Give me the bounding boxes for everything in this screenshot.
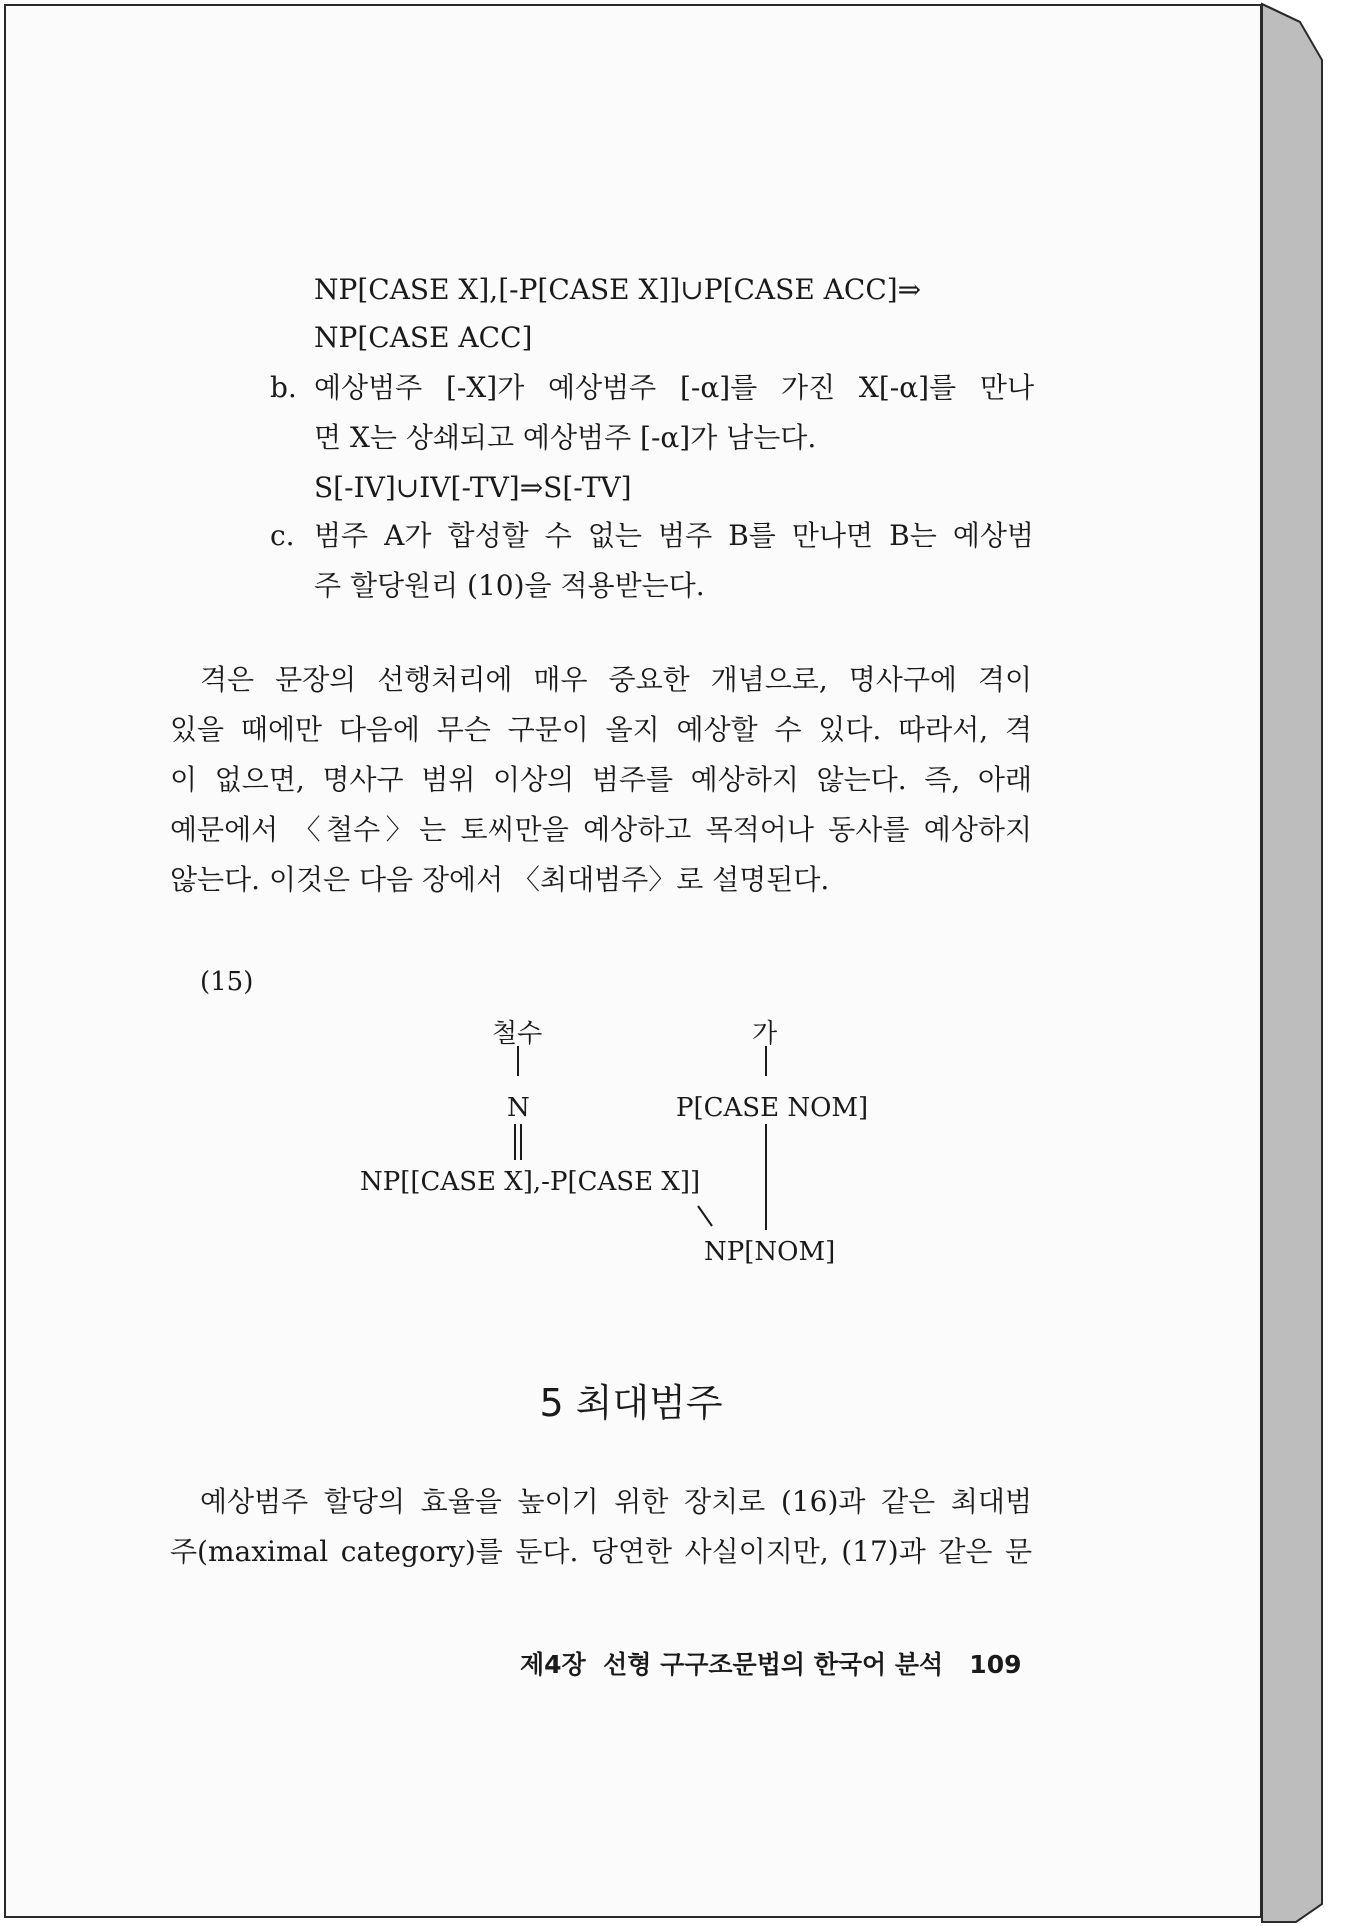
tree-word-ga: 가 (752, 1019, 778, 1049)
paragraph2-line2: 주(maximal category)를 둔다. 당연한 사실이지만, (17)과 같은 문 (170, 1535, 1032, 1568)
tree-word-cheolsu: 철수 (492, 1019, 543, 1049)
paragraph1-line1: 격은 문장의 선행처리에 매우 중요한 개념으로, 명사구에 격이 (200, 663, 1032, 696)
page-footer (520, 1648, 1021, 1682)
footer-page-number: 109 (969, 1650, 1022, 1679)
rule-a-line1: NP[CASE X],[-P[CASE X]]∪P[CASE ACC]⇒ (314, 273, 922, 306)
item-b-rule: S[-IV]∪IV[-TV]⇒S[-TV] (314, 471, 632, 504)
paragraph1-line4: 예문에서 〈철수〉는 토씨만을 예상하고 목적어나 동사를 예상하지 (170, 813, 1032, 846)
rule-a-line2: NP[CASE ACC] (314, 321, 533, 354)
footer-chapter-title: 제4장 선형 구구조문법의 한국어 분석 (520, 1650, 944, 1679)
tree-node-n: N (507, 1093, 530, 1123)
item-b-marker: b. (270, 371, 297, 404)
item-b-line2: 면 X는 상쇄되고 예상범주 [-α]가 남는다. (314, 421, 817, 454)
section-heading: 5 최대범주 (539, 1381, 723, 1425)
item-c-line2: 주 할당원리 (10)을 적용받는다. (314, 569, 705, 602)
tree-node-p-case-nom: P[CASE NOM] (676, 1093, 869, 1123)
paragraph1-line3: 이 없으면, 명사구 범위 이상의 범주를 예상하지 않는다. 즉, 아래 (170, 763, 1032, 796)
tree-node-np-case-x: NP[[CASE X],-P[CASE X]] (360, 1167, 701, 1197)
paragraph2-line1: 예상범주 할당의 효율을 높이기 위한 장치로 (16)과 같은 최대범 (200, 1485, 1032, 1518)
example-15-label: (15) (200, 967, 254, 997)
tree-node-np-nom: NP[NOM] (704, 1237, 836, 1267)
item-c-line1: 범주 A가 합성할 수 없는 범주 B를 만나면 B는 예상범 (314, 519, 1034, 552)
paragraph1-line2: 있을 때에만 다음에 무슨 구문이 올지 예상할 수 있다. 따라서, 격 (170, 713, 1032, 746)
item-c-marker: c. (270, 519, 295, 552)
item-b-line1: 예상범주 [-X]가 예상범주 [-α]를 가진 X[-α]를 만나 (314, 371, 1034, 404)
paragraph1-line5: 않는다. 이것은 다음 장에서 〈최대범주〉로 설명된다. (170, 863, 830, 896)
